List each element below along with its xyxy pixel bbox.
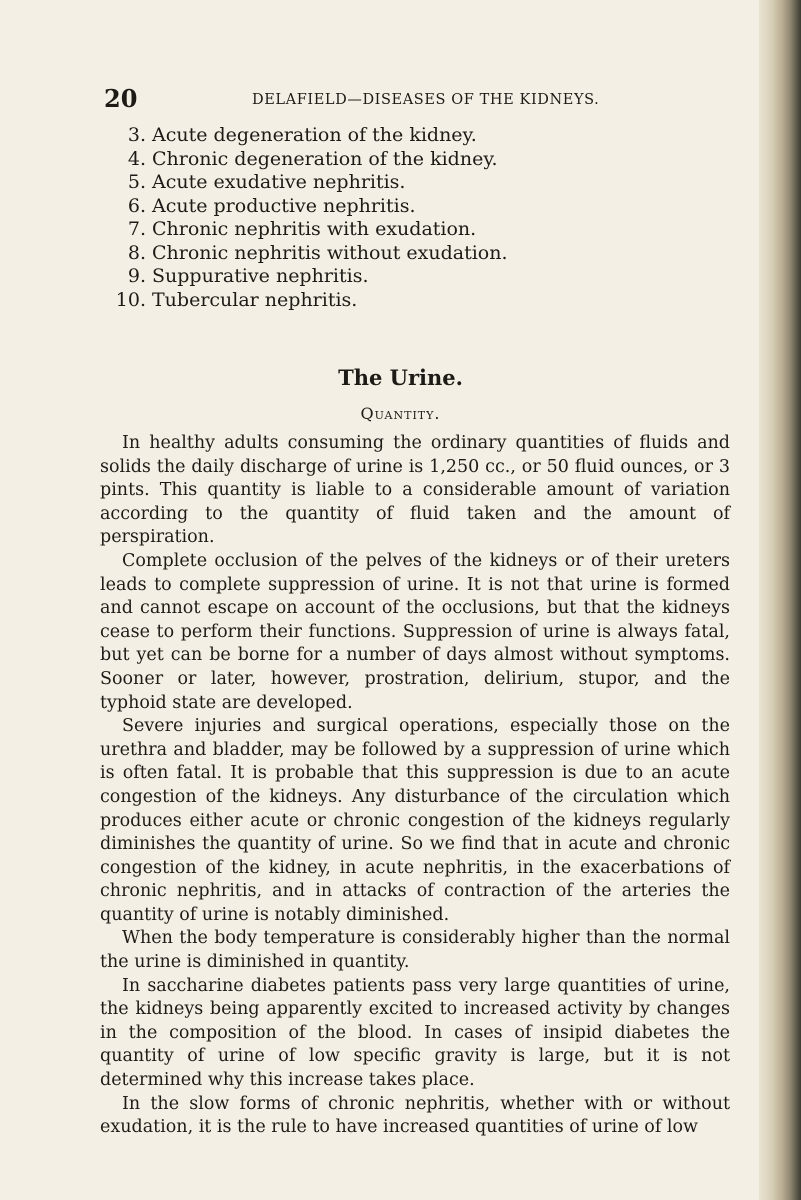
running-title: DELAFIELD—DISEASES OF THE KIDNEYS. — [252, 92, 600, 108]
list-item — [100, 171, 660, 195]
list-item-number: 5. — [127, 171, 146, 193]
list-item — [100, 289, 660, 313]
paragraph: Severe injuries and surgical operations, especially those on the urethra and bladder, may be followed by a suppression of urine which is often fatal. It is probable that this suppression is due to an acute congestion of the kidneys. Any disturbance of the circulation which produces either acute or chronic congestion of the kidneys regularly diminishes the quantity of urine. So we find that in acute and chronic congestion of the kidney, in acute nephritis, in the exacerbations of chronic nephritis, and in attacks of contraction of the arteries the quantity of urine is notably diminished. — [100, 716, 730, 925]
list-item — [100, 218, 660, 242]
list-item — [100, 124, 660, 148]
list-item — [100, 148, 660, 172]
list-item-number: 8. — [127, 241, 146, 264]
list-item-text: Tubercular nephritis. — [152, 288, 358, 311]
list-item-text: Chronic nephritis without exudation. — [152, 241, 508, 264]
page-number: 20 — [104, 84, 138, 113]
list-item-number: 6. — [127, 194, 146, 217]
page-header — [104, 86, 704, 112]
list-item-text: Suppurative nephritis. — [152, 265, 369, 287]
list-item-number: 3. — [127, 124, 146, 146]
section-title: The Urine. — [338, 365, 463, 390]
list-item — [100, 195, 660, 219]
page-edge-shadow — [759, 0, 801, 1200]
body-text — [100, 432, 730, 1140]
paragraph: Complete occlusion of the pelves of the kidneys or of their ureters leads to complete suppression of urine. It is not that urine is formed and cannot escape on account of the occlusions, but that the kidneys cease to perform their functions. Suppression of urine is always fatal, but yet can be borne for a number of days almost without symptoms. Sooner or later, however, prostration, delirium, stupor, and the typhoid state are developed. — [100, 550, 730, 713]
paragraph: In healthy adults consuming the ordinary quantities of fluids and solids the daily discharge of urine is 1,250 cc., or 50 fluid ounces, or 3 pints. This quantity is liable to a considerable amount of variation according to the quantity of fluid taken and the amount of perspiration. — [100, 433, 730, 548]
paragraph: In saccharine diabetes patients pass very large quantities of urine, the kidneys being apparently excited to increased activity by changes in the composition of the blood. In cases of insipid diabetes the quantity of urine of low specific gravity is large, but it is not determined why this increase takes place. — [100, 975, 730, 1091]
list-item-number: 10. — [115, 288, 146, 311]
list-item-text: Acute degeneration of the kidney. — [152, 124, 477, 146]
paragraph: When the body temperature is considerably higher than the normal the urine is diminished in quantity. — [100, 928, 730, 973]
subsection-title: Quantity. — [360, 404, 441, 423]
list-item — [100, 265, 660, 289]
list-item-text: Chronic degeneration of the kidney. — [152, 147, 498, 170]
list-item-number: 7. — [127, 218, 146, 240]
paragraph: In the slow forms of chronic nephritis, whether with or without exudation, it is the rule to have increased quantities of urine of low — [100, 1093, 730, 1138]
list-item-text: Acute productive nephritis. — [152, 194, 416, 217]
list-item-number: 4. — [127, 147, 146, 170]
list-item-text: Chronic nephritis with exudation. — [152, 218, 477, 240]
list-item-text: Acute exudative nephritis. — [152, 171, 406, 193]
list-item-number: 9. — [127, 265, 146, 287]
classification-list — [100, 124, 660, 312]
list-item — [100, 242, 660, 266]
